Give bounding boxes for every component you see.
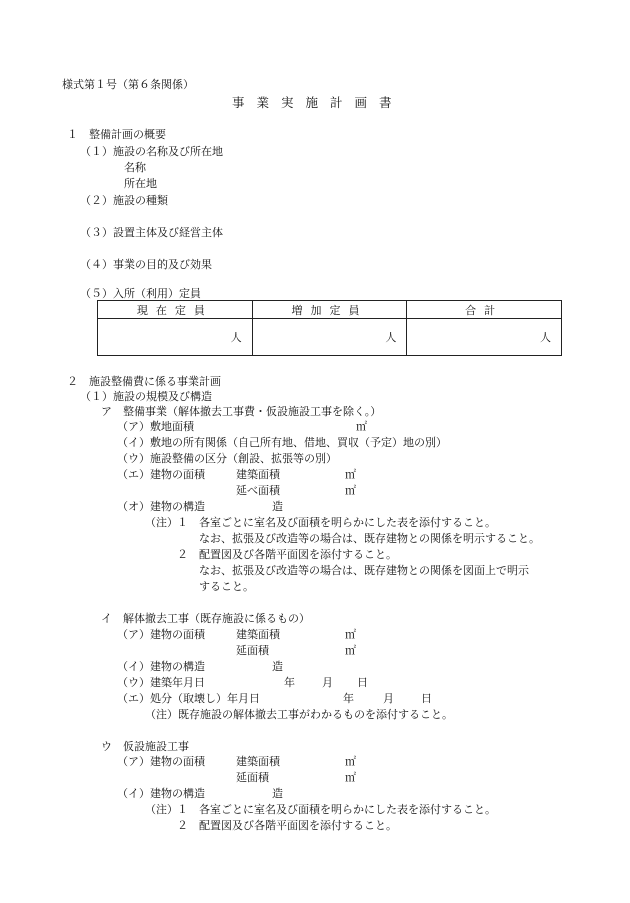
- increase-capacity-cell[interactable]: 人: [252, 319, 407, 356]
- floor-area-label: 延べ面積: [236, 484, 280, 497]
- demolition-structure-label: （イ）建物の構造: [117, 660, 205, 673]
- subsection-a-title: ア 整備事業（解体撤去工事費・仮設施設工事を除く。）: [101, 405, 382, 418]
- temporary-note1: 各室ごとに室名及び面積を明らかにした表を添付すること。: [199, 803, 496, 816]
- demolition-note: （注）既存施設の解体撤去工事がわかるものを添付すること。: [145, 708, 453, 721]
- built-date-day: 日: [357, 676, 368, 689]
- demolition-floor-area-unit: ㎡: [345, 644, 356, 657]
- note1-number: １: [177, 516, 188, 529]
- subsection-i-title: イ 解体撤去工事（既存施設に係るもの）: [101, 612, 310, 625]
- section1-item4: （４）事業の目的及び効果: [80, 258, 212, 271]
- section1-item2: （２）施設の種類: [80, 194, 168, 207]
- structure-suffix: 造: [272, 500, 283, 513]
- site-area-unit: ㎡: [356, 420, 367, 433]
- section1-item5: （５）入所（利用）定員: [80, 287, 201, 300]
- note2-line3: すること。: [199, 580, 254, 593]
- building-footprint-label: 建築面積: [236, 468, 280, 481]
- temporary-structure-suffix: 造: [272, 787, 283, 800]
- building-footprint-unit: ㎡: [345, 468, 356, 481]
- built-date-year: 年: [284, 676, 295, 689]
- subsection-u-title: ウ 仮設施設工事: [101, 740, 189, 753]
- disposal-date-month: 月: [383, 692, 394, 705]
- temporary-note2: 配置図及び各階平面図を添付すること。: [199, 819, 397, 832]
- section1-heading: １ 整備計画の概要: [67, 128, 166, 141]
- total-capacity-cell[interactable]: 人: [407, 319, 562, 356]
- capacity-table-row: [98, 319, 562, 356]
- built-date-month: 月: [322, 676, 333, 689]
- temporary-building-area-label: （ア）建物の面積: [117, 755, 205, 768]
- facility-name-label: 名称: [124, 161, 146, 174]
- temporary-structure-label: （イ）建物の構造: [117, 787, 205, 800]
- current-capacity-cell[interactable]: 人: [98, 319, 253, 356]
- page-title: 事業実施計画書: [232, 95, 404, 110]
- temporary-note-label: （注）: [145, 803, 178, 816]
- demolition-building-area-label: （ア）建物の面積: [117, 628, 205, 641]
- note2-line2: なお、拡張及び改造等の場合は、既存建物との関係を図面上で明示: [199, 564, 529, 577]
- section2-heading: ２ 施設整備費に係る事業計画: [67, 375, 221, 388]
- temporary-note1-number: １: [177, 803, 188, 816]
- temporary-floor-area-label: 延面積: [236, 771, 269, 784]
- temporary-footprint-label: 建築面積: [236, 755, 280, 768]
- facility-location-label: 所在地: [124, 177, 157, 190]
- note1-line2: なお、拡張及び改造等の場合は、既存建物との関係を明示すること。: [199, 532, 540, 545]
- demolition-footprint-unit: ㎡: [345, 628, 356, 641]
- disposal-date-label: （エ）処分（取壊し）年月日: [117, 692, 260, 705]
- header-total-capacity: 合計: [407, 301, 562, 319]
- form-number: 様式第１号（第６条関係）: [62, 78, 194, 91]
- temporary-footprint-unit: ㎡: [345, 755, 356, 768]
- structure-label: （オ）建物の構造: [117, 500, 205, 513]
- header-current-capacity: 現在定員: [98, 301, 253, 319]
- temporary-floor-area-unit: ㎡: [345, 771, 356, 784]
- demolition-footprint-label: 建築面積: [236, 628, 280, 641]
- disposal-date-day: 日: [421, 692, 432, 705]
- disposal-date-year: 年: [343, 692, 354, 705]
- temporary-note2-number: ２: [177, 819, 188, 832]
- floor-area-unit: ㎡: [345, 484, 356, 497]
- note1-line1: 各室ごとに室名及び面積を明らかにした表を添付すること。: [199, 516, 496, 529]
- note2-line1: 配置図及び各階平面図を添付すること。: [199, 548, 397, 561]
- section1-item3: （３）設置主体及び経営主体: [80, 226, 223, 239]
- division-label: （ウ）施設整備の区分（創設、拡張等の別）: [117, 452, 337, 465]
- demolition-floor-area-label: 延面積: [236, 644, 269, 657]
- ownership-label: （イ）敷地の所有関係（自己所有地、借地、買収（予定）地の別）: [117, 436, 447, 449]
- note2-number: ２: [177, 548, 188, 561]
- building-area-label: （エ）建物の面積: [117, 468, 205, 481]
- demolition-structure-suffix: 造: [272, 660, 283, 673]
- header-increase-capacity: 増加定員: [252, 301, 407, 319]
- section2-sub1: （１）施設の規模及び構造: [80, 390, 212, 403]
- capacity-table-header-row: [98, 301, 562, 319]
- built-date-label: （ウ）建築年月日: [117, 676, 205, 689]
- site-area-label: （ア）敷地面積: [117, 420, 194, 433]
- note-label: （注）: [145, 516, 178, 529]
- section1-item1: （１）施設の名称及び所在地: [80, 145, 223, 158]
- capacity-table: [97, 300, 562, 356]
